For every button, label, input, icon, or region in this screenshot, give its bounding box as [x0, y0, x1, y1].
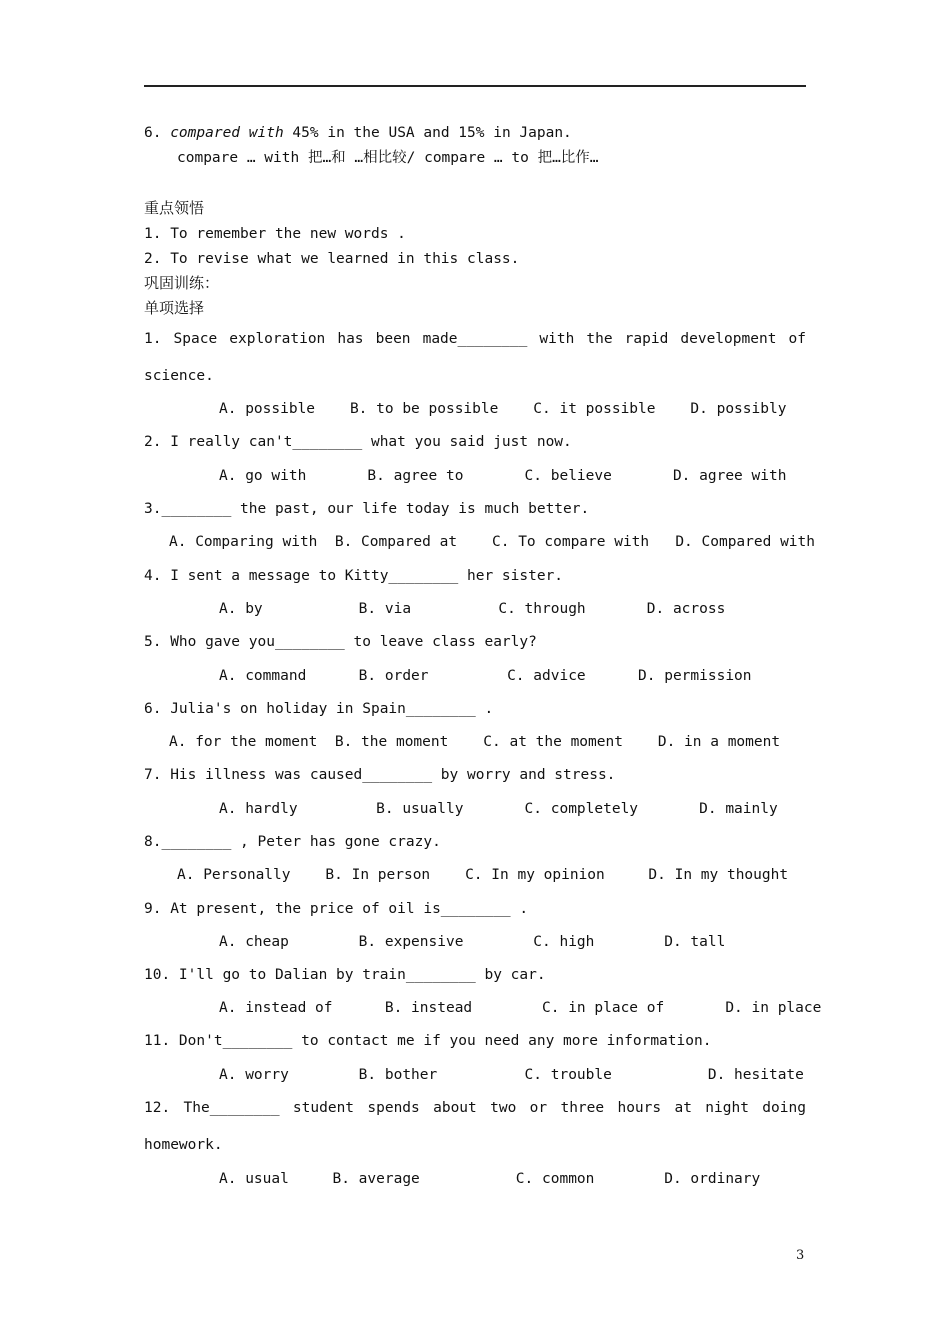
stem-word: 1.: [144, 331, 162, 347]
question-10-stem: 10. I'll go to Dalian by train________ by car.: [144, 967, 546, 983]
question-12-options: A. usual B. average C. common D. ordinary: [219, 1171, 761, 1187]
mc-heading: 单项选择: [144, 299, 205, 317]
stem-word: hours: [617, 1100, 662, 1116]
stem-word: about: [433, 1100, 477, 1116]
question-10-options: A. instead of B. instead C. in place of D. in place: [219, 1000, 822, 1016]
stem-word: Space: [173, 331, 218, 347]
item-6-rest: 45% in the USA and 15% in Japan.: [283, 125, 572, 141]
question-9-stem: 9. At present, the price of oil is________ .: [144, 901, 529, 917]
question-11-stem: 11. Don't________ to contact me if you need any more information.: [144, 1033, 712, 1049]
stem-word: exploration: [229, 331, 326, 347]
question-2-stem: 2. I really can't________ what you said just now.: [144, 434, 572, 450]
question-7-options: A. hardly B. usually C. completely D. mainly: [219, 801, 778, 817]
question-6-options: A. for the moment B. the moment C. at the moment D. in a moment: [169, 734, 781, 750]
question-9-options: A. cheap B. expensive C. high D. tall: [219, 934, 726, 950]
question-12-stem: [144, 1099, 806, 1117]
stem-word: The________: [183, 1100, 280, 1116]
question-11-options: A. worry B. bother C. trouble D. hesitate: [219, 1067, 804, 1083]
question-2-options: A. go with B. agree to C. believe D. agree with: [219, 468, 787, 484]
item-6-note: compare … with 把…和 …相比较/ compare … to 把…比作…: [177, 150, 599, 166]
stem-word: student: [292, 1100, 355, 1116]
stem-word: has: [337, 331, 364, 347]
question-1-options: A. possible B. to be possible C. it possible D. possibly: [219, 401, 787, 417]
stem-word: development: [680, 331, 777, 347]
question-4-stem: 4. I sent a message to Kitty________ her sister.: [144, 568, 564, 584]
page-number: 3: [796, 1248, 805, 1263]
key-points-heading: 重点领悟: [144, 199, 205, 217]
stem-word: with: [539, 331, 575, 347]
question-5-options: A. command B. order C. advice D. permission: [219, 668, 752, 684]
question-12-stem-cont: homework.: [144, 1137, 223, 1153]
item-6-phrase: compared with: [170, 125, 284, 141]
question-7-stem: 7. His illness was caused________ by worry and stress.: [144, 767, 616, 783]
question-1-stem: [144, 330, 806, 348]
question-3-options: A. Comparing with B. Compared at C. To compare with D. Compared with: [169, 534, 816, 550]
question-8-options: A. Personally B. In person C. In my opinion D. In my thought: [177, 867, 789, 883]
item-6-line: [144, 124, 572, 142]
stem-word: 12.: [144, 1100, 171, 1116]
key-point-2: 2. To revise what we learned in this class.: [144, 251, 520, 267]
header-rule: [144, 85, 806, 87]
stem-word: three: [560, 1100, 605, 1116]
stem-word: the: [586, 331, 613, 347]
stem-word: night: [705, 1100, 749, 1116]
stem-word: spends: [367, 1100, 420, 1116]
stem-word: doing: [762, 1100, 806, 1116]
question-4-options: A. by B. via C. through D. across: [219, 601, 726, 617]
stem-word: at: [674, 1100, 692, 1116]
question-3-stem: 3.________ the past, our life today is much better.: [144, 501, 590, 517]
stem-word: or: [529, 1100, 548, 1116]
question-5-stem: 5. Who gave you________ to leave class early?: [144, 634, 537, 650]
question-6-stem: 6. Julia's on holiday in Spain________ .: [144, 701, 494, 717]
stem-word: of: [788, 331, 806, 347]
stem-word: rapid: [624, 331, 669, 347]
stem-word: two: [490, 1100, 517, 1116]
question-8-stem: 8.________ , Peter has gone crazy.: [144, 834, 441, 850]
stem-word: been: [375, 331, 411, 347]
key-point-1: 1. To remember the new words .: [144, 226, 406, 242]
stem-word: made________: [422, 331, 528, 347]
item-6-number: 6.: [144, 125, 171, 141]
question-1-stem-cont: science.: [144, 368, 214, 384]
practice-heading: 巩固训练：: [144, 274, 220, 292]
